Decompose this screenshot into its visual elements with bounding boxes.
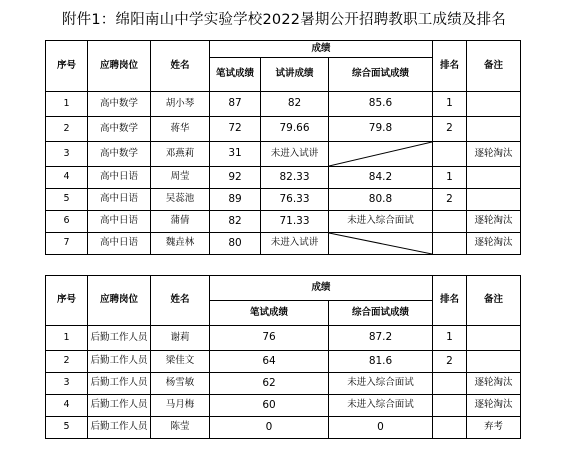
cell-name: 周莹: [151, 167, 210, 189]
table-row: [46, 117, 521, 142]
cell-name: 梁佳文: [151, 351, 210, 373]
cell-rank: [433, 233, 467, 255]
cell-interview: 0: [329, 417, 433, 439]
cell-position: 后勤工作人员: [88, 373, 151, 395]
cell-seq: 5: [46, 189, 88, 211]
cell-rank: 1: [433, 326, 467, 351]
cell-trial: 76.33: [261, 189, 329, 211]
cell-remark: 逐轮淘汰: [467, 373, 521, 395]
cell-written: 62: [210, 373, 329, 395]
header-name: 姓名: [151, 276, 210, 326]
header-remark: 备注: [467, 41, 521, 92]
cell-name: 陈莹: [151, 417, 210, 439]
cell-seq: 1: [46, 92, 88, 117]
cell-name: 马月梅: [151, 395, 210, 417]
cell-trial: 82.33: [261, 167, 329, 189]
cell-name: 谢莉: [151, 326, 210, 351]
cell-written: 72: [210, 117, 261, 142]
cell-written: 31: [210, 142, 261, 167]
cell-written: 76: [210, 326, 329, 351]
cell-interview: 81.6: [329, 351, 433, 373]
cell-name: 邓燕莉: [151, 142, 210, 167]
cell-trial: 79.66: [261, 117, 329, 142]
results-table-logistics: [45, 275, 521, 439]
cell-position: 高中日语: [88, 189, 151, 211]
diagonal-strike: [329, 142, 432, 166]
cell-name: 杨雪敏: [151, 373, 210, 395]
cell-remark: [467, 351, 521, 373]
cell-remark: 逐轮淘汰: [467, 233, 521, 255]
cell-position: 高中日语: [88, 167, 151, 189]
cell-interview: 未进入综合面试: [329, 373, 433, 395]
cell-remark: [467, 189, 521, 211]
cell-name: 蒲倩: [151, 211, 210, 233]
cell-seq: 4: [46, 395, 88, 417]
cell-rank: 2: [433, 117, 467, 142]
table-row: [46, 351, 521, 373]
cell-seq: 1: [46, 326, 88, 351]
cell-remark: [467, 167, 521, 189]
cell-name: 吴蕊池: [151, 189, 210, 211]
cell-written: 92: [210, 167, 261, 189]
header-remark: 备注: [467, 276, 521, 326]
cell-interview: 79.8: [329, 117, 433, 142]
cell-interview-struck: [329, 233, 433, 255]
cell-rank: [433, 395, 467, 417]
cell-name: 胡小琴: [151, 92, 210, 117]
cell-remark: 逐轮淘汰: [467, 395, 521, 417]
header-position: 应聘岗位: [88, 41, 151, 92]
cell-rank: [433, 142, 467, 167]
cell-position: 高中数学: [88, 117, 151, 142]
cell-seq: 3: [46, 142, 88, 167]
header-written: 笔试成绩: [210, 301, 329, 326]
cell-interview-struck: [329, 142, 433, 167]
cell-rank: [433, 373, 467, 395]
table-row: [46, 417, 521, 439]
cell-rank: 1: [433, 92, 467, 117]
cell-name: 蒋华: [151, 117, 210, 142]
cell-rank: 1: [433, 167, 467, 189]
table-row: [46, 189, 521, 211]
cell-name: 魏垚林: [151, 233, 210, 255]
table-row: [46, 211, 521, 233]
cell-position: 后勤工作人员: [88, 326, 151, 351]
cell-written: 80: [210, 233, 261, 255]
cell-seq: 6: [46, 211, 88, 233]
cell-written: 82: [210, 211, 261, 233]
cell-seq: 5: [46, 417, 88, 439]
cell-written: 87: [210, 92, 261, 117]
cell-remark: [467, 117, 521, 142]
cell-trial: 71.33: [261, 211, 329, 233]
cell-written: 60: [210, 395, 329, 417]
table-row: [46, 92, 521, 117]
header-name: 姓名: [151, 41, 210, 92]
cell-seq: 4: [46, 167, 88, 189]
cell-rank: [433, 211, 467, 233]
cell-seq: 2: [46, 351, 88, 373]
cell-position: 后勤工作人员: [88, 351, 151, 373]
cell-position: 后勤工作人员: [88, 395, 151, 417]
cell-rank: [433, 417, 467, 439]
cell-interview: 80.8: [329, 189, 433, 211]
cell-interview: 84.2: [329, 167, 433, 189]
cell-written: 64: [210, 351, 329, 373]
header-score-group: 成绩: [210, 276, 433, 301]
table-row: [46, 326, 521, 351]
cell-interview: 87.2: [329, 326, 433, 351]
cell-seq: 7: [46, 233, 88, 255]
table-row: [46, 167, 521, 189]
cell-rank: 2: [433, 189, 467, 211]
header-written: 笔试成绩: [210, 58, 261, 92]
table-row: [46, 395, 521, 417]
cell-interview: 85.6: [329, 92, 433, 117]
cell-remark: 逐轮淘汰: [467, 142, 521, 167]
header-rank: 排名: [433, 41, 467, 92]
cell-remark: [467, 92, 521, 117]
cell-seq: 3: [46, 373, 88, 395]
cell-remark: 逐轮淘汰: [467, 211, 521, 233]
header-seq: 序号: [46, 276, 88, 326]
header-score-group: 成绩: [210, 41, 433, 58]
results-table-teachers: [45, 40, 521, 255]
table-row: [46, 373, 521, 395]
table-row: [46, 142, 521, 167]
cell-position: 高中日语: [88, 233, 151, 255]
page-title: 附件1：绵阳南山中学实验学校2022暑期公开招聘教职工成绩及排名: [61, 12, 507, 28]
header-interview: 综合面试成绩: [329, 301, 433, 326]
header-rank: 排名: [433, 276, 467, 326]
table-row: [46, 233, 521, 255]
diagonal-strike: [329, 233, 432, 254]
cell-interview: 未进入综合面试: [329, 211, 433, 233]
cell-remark: 弃考: [467, 417, 521, 439]
cell-written: 89: [210, 189, 261, 211]
cell-trial: 未进入试讲: [261, 233, 329, 255]
header-interview: 综合面试成绩: [329, 58, 433, 92]
cell-remark: [467, 326, 521, 351]
header-position: 应聘岗位: [88, 276, 151, 326]
header-trial: 试讲成绩: [261, 58, 329, 92]
cell-trial: 未进入试讲: [261, 142, 329, 167]
header-seq: 序号: [46, 41, 88, 92]
cell-interview: 未进入综合面试: [329, 395, 433, 417]
cell-position: 后勤工作人员: [88, 417, 151, 439]
cell-position: 高中数学: [88, 92, 151, 117]
cell-position: 高中日语: [88, 211, 151, 233]
cell-trial: 82: [261, 92, 329, 117]
cell-written: 0: [210, 417, 329, 439]
cell-position: 高中数学: [88, 142, 151, 167]
cell-seq: 2: [46, 117, 88, 142]
cell-rank: 2: [433, 351, 467, 373]
